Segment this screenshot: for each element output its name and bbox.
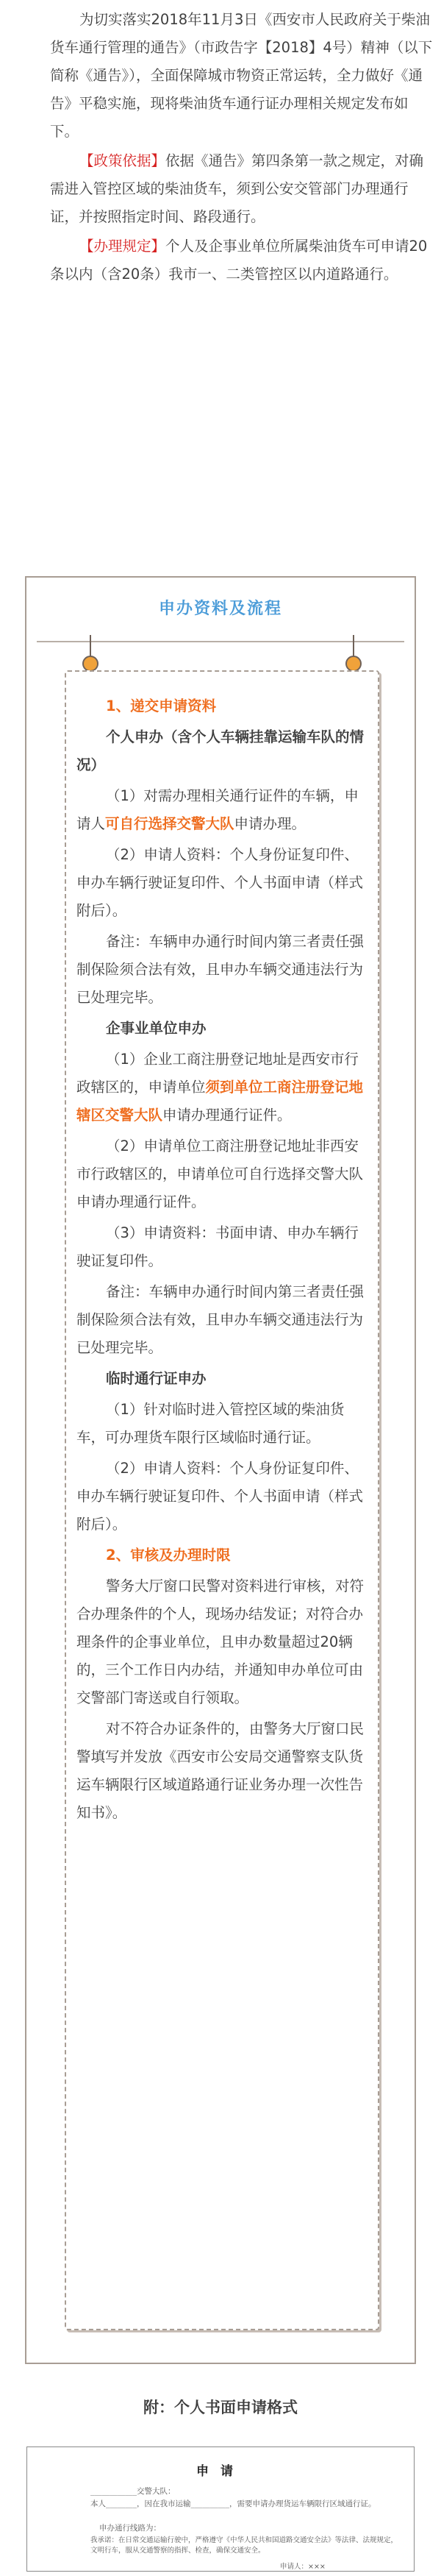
section-review-title: 2、审核及办理时限 xyxy=(106,1547,231,1564)
corp-item-2: （2）申请单位工商注册登记地址非西安市行政辖区的，申请单位可自行选择交警大队申请办理通行证件。 xyxy=(76,1138,364,1210)
temp-item-2: （2）申请人资料：个人身份证复印件、申办车辆行驶证复印件、个人书面申请（样式附后）。 xyxy=(76,1460,364,1533)
form-title: 申请 xyxy=(196,2464,245,2479)
handling-rules-text: 个人及企事业单位所属柴油货车可申请20条以内（含20条）我市一、二类管控区以内道路通行。 xyxy=(50,238,428,283)
personal-apply-title: 个人申办（含个人车辆挂靠运输车队的情况） xyxy=(76,728,365,773)
attachment-title: 附：个人书面申请格式 xyxy=(143,2399,298,2416)
corp-item-1 xyxy=(76,1046,372,1129)
box-title: 申办资料及流程 xyxy=(158,600,282,618)
personal-item-1-text-b: 申请办理。 xyxy=(234,815,306,832)
form-line-addressee: ____________交警大队： xyxy=(90,2487,176,2496)
intro-section xyxy=(50,6,434,290)
personal-item-1-highlight: 可自行选择交警大队 xyxy=(105,815,234,832)
card-content xyxy=(76,692,372,1830)
application-form-sample xyxy=(26,2447,415,2572)
corp-item-1-highlight: 须到单位工商注册登记地辖区交警大队 xyxy=(76,1079,364,1124)
left-pin-stem xyxy=(90,635,91,657)
form-line-request: 本人________，因在我市运输__________，需要申请办理货运车辆限行区域通行证。 xyxy=(90,2499,376,2508)
policy-basis-text: 依据《通告》第四条第一款之规定，对确需进入管控区域的柴油货车，须到公安交管部门办理通行证，并按照指定时间、路段通行。 xyxy=(50,152,424,225)
corp-apply-title: 企事业单位申办 xyxy=(106,1020,207,1037)
corp-item-1-text-b: 申请办理通行证件。 xyxy=(162,1107,292,1124)
handling-rules-paragraph xyxy=(50,233,434,288)
personal-item-1 xyxy=(76,782,372,838)
temp-item-1: （1）针对临时进入管控区域的柴油货车，可办理货车限行区域临时通行证。 xyxy=(76,1401,345,1446)
form-line-pledge: 我承诺：在日常交通运输行驶中，严格遵守《中华人民共和国道路交通安全法》等法律、法规规定，文明行车，服从交通警察的指挥、检查，确保交通安全。 xyxy=(90,2536,398,2555)
section-submit-title: 1、递交申请资料 xyxy=(106,698,217,714)
materials-process-box xyxy=(25,576,416,2364)
temp-permit-title: 临时通行证申办 xyxy=(106,1370,207,1387)
handling-rules-tag: 【办理规定】 xyxy=(79,238,166,255)
personal-item-1-text-a: （1）对需办理相关通行证件的车辆，申请人 xyxy=(76,787,359,832)
review-paragraph-2: 对不符合办证条件的，由警务大厅窗口民警填写并发放《西安市公安局交通警察支队货运车辆限行区域道路通行证业务办理一次性告知书》。 xyxy=(76,1720,365,1821)
form-line-route: 申办通行线路为： xyxy=(99,2524,161,2533)
right-pin-icon xyxy=(345,656,362,672)
intro-paragraph: 为切实落实2018年11月3日《西安市人民政府关于柴油货车通行管理的通告》（市政告字【2018】4号）精神（以下简称《通告》），全面保障城市物资正常运转，全力做好《通告》平稳实施，现将柴油货车通行证办理相关规定发布如下。 xyxy=(50,11,433,140)
corp-note: 备注：车辆申办通行时间内第三者责任强制保险须合法有效，且申办车辆交通违法行为已处理完毕。 xyxy=(76,1283,365,1356)
policy-basis-paragraph xyxy=(50,147,434,231)
right-pin-stem xyxy=(353,635,354,657)
policy-basis-tag: 【政策依据】 xyxy=(79,152,166,169)
corp-item-3: （3）申请资料：书面申请、申办车辆行驶证复印件。 xyxy=(76,1224,359,1269)
personal-item-2: （2）申请人资料：个人身份证复印件、申办车辆行驶证复印件、个人书面申请（样式附后）。 xyxy=(76,846,364,919)
left-pin-icon xyxy=(82,656,98,672)
review-paragraph-1: 警务大厅窗口民警对资料进行审核，对符合办理条件的个人，现场办结发证；对符合办理条件的企事业单位，且申办数量超过20辆的，三个工作日内办结，并通知申办单位可由交警部门寄送或自行领取。 xyxy=(76,1578,365,1706)
content-card xyxy=(65,670,379,2330)
corp-item-1-text-a: （1）企业工商注册登记地址是西安市行政辖区的，申请单位 xyxy=(76,1051,359,1096)
personal-note: 备注：车辆申办通行时间内第三者责任强制保险须合法有效，且申办车辆交通违法行为已处理完毕。 xyxy=(76,933,365,1006)
form-signature-applicant: 申请人：××× xyxy=(280,2563,326,2571)
box-title-divider xyxy=(37,641,404,642)
